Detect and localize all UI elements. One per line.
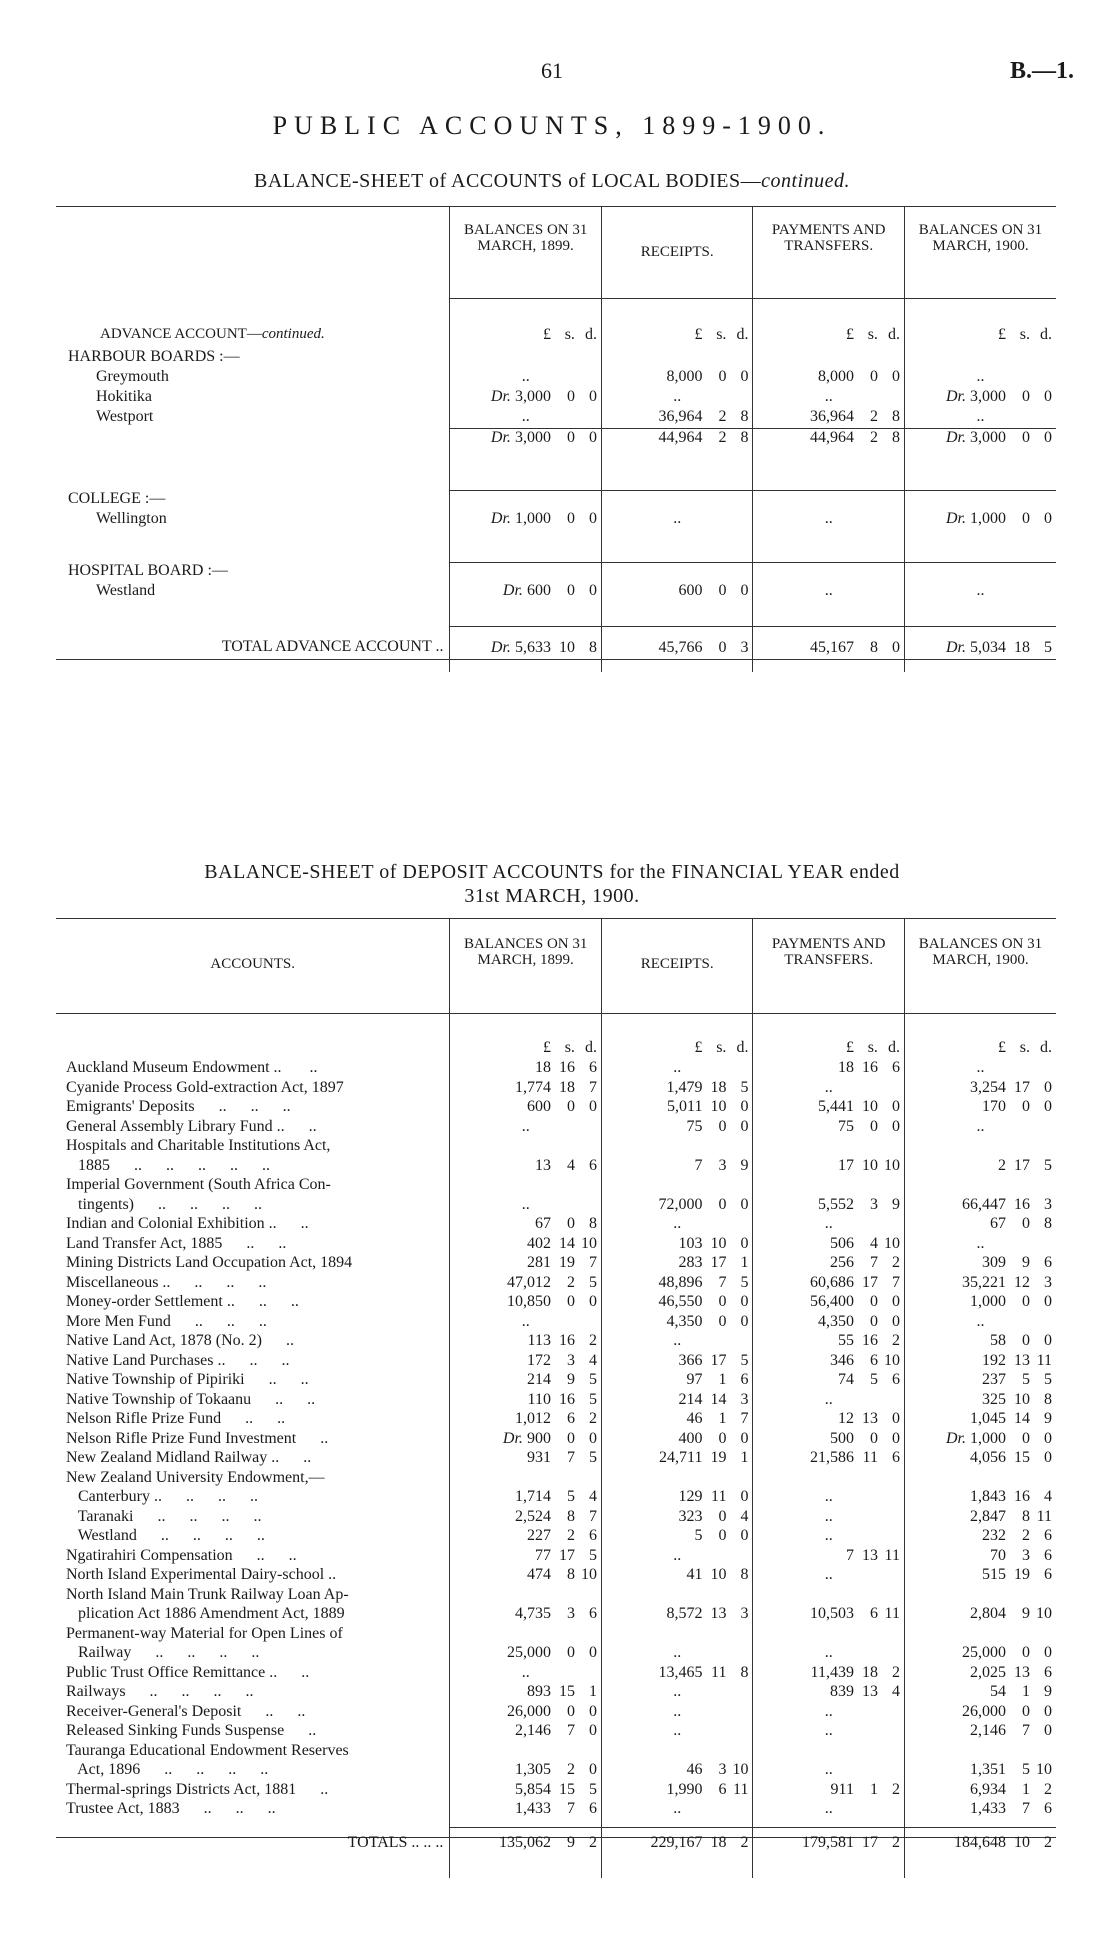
cell-payments: 12 13 0 bbox=[753, 1410, 905, 1430]
row-label: Hospitals and Charitable Institutions Act, bbox=[66, 1137, 331, 1154]
row-label: 1885 .. .. .. .. .. bbox=[66, 1156, 270, 1174]
advance-row-college: Wellington Dr. 1,000 0 0 .. .. Dr. 1,000 0 0 bbox=[56, 510, 1056, 532]
row-label: Native Land Act, 1878 (No. 2) .. bbox=[66, 1332, 294, 1349]
deposit-col-b1899-header: BALANCES ON 31 MARCH, 1899. bbox=[450, 918, 602, 1013]
cell-b1899: Dr. 900 0 0 bbox=[450, 1430, 602, 1450]
cell-b1899: 402 14 10 bbox=[450, 1235, 602, 1255]
cell-b1899: .. bbox=[450, 1313, 602, 1333]
cell-payments bbox=[753, 1176, 905, 1196]
cell-receipts: 13,465 11 8 bbox=[601, 1664, 753, 1684]
row-label: Native Township of Pipiriki .. .. bbox=[66, 1371, 309, 1388]
cell-payments: 17 10 10 bbox=[753, 1157, 905, 1177]
cell-receipts: 1,990 6 11 bbox=[601, 1781, 753, 1801]
cell-b1900: .. bbox=[904, 1059, 1056, 1079]
table-row bbox=[56, 1625, 1056, 1645]
row-label: Receiver-General's Deposit .. .. bbox=[66, 1702, 306, 1720]
row-label: Mining Districts Land Occupation Act, 1894 bbox=[66, 1254, 353, 1271]
cell-receipts: 8,572 13 3 bbox=[601, 1605, 753, 1625]
cell-b1899: 893 15 1 bbox=[450, 1683, 602, 1703]
cell-b1900: .. bbox=[904, 1118, 1056, 1138]
cell-payments: .. bbox=[753, 1215, 905, 1235]
cell-b1899: 172 3 4 bbox=[450, 1352, 602, 1372]
harbour-subtotal-b1900: Dr. 3,000 0 0 bbox=[904, 428, 1056, 458]
advance-subtitle-italic: continued. bbox=[761, 170, 850, 192]
cell-receipts bbox=[601, 1586, 753, 1606]
cell-receipts: 214 14 3 bbox=[601, 1391, 753, 1411]
cell-payments: 55 16 2 bbox=[753, 1332, 905, 1352]
page-title: PUBLIC ACCOUNTS, 1899-1900. bbox=[272, 111, 832, 140]
table-row bbox=[56, 1059, 1056, 1079]
row-label: Nelson Rifle Prize Fund .. .. bbox=[66, 1410, 286, 1427]
cell-b1899: 10,850 0 0 bbox=[450, 1293, 602, 1313]
cell-b1900: 192 13 11 bbox=[904, 1352, 1056, 1372]
deposit-col-b1900-header: BALANCES ON 31 MARCH, 1900. bbox=[904, 918, 1056, 1013]
cell-receipts: 41 10 8 bbox=[601, 1566, 753, 1586]
cell-payments: 18 16 6 bbox=[753, 1059, 905, 1079]
cell-receipts: .. bbox=[601, 1722, 753, 1742]
row-label: General Assembly Library Fund .. .. bbox=[66, 1117, 317, 1135]
cell-b1899: 1,433 7 6 bbox=[450, 1800, 602, 1820]
table-row bbox=[56, 1371, 1056, 1391]
cell-payments: .. bbox=[753, 1488, 905, 1508]
cell-b1899: .. bbox=[450, 1664, 602, 1684]
cell-b1900 bbox=[904, 1137, 1056, 1157]
unit-header: £ s. d. bbox=[753, 326, 905, 348]
table-row bbox=[56, 1118, 1056, 1138]
advance-col-receipts-header: RECEIPTS. bbox=[601, 206, 753, 298]
table-row bbox=[56, 1761, 1056, 1781]
cell-b1899: 281 19 7 bbox=[450, 1254, 602, 1274]
cell-b1900: .. bbox=[904, 368, 1056, 388]
harbour-subtotal-payments: 44,964 2 8 bbox=[753, 428, 905, 458]
advance-section-label: ADVANCE ACCOUNT—continued. bbox=[100, 326, 325, 342]
advance-table bbox=[56, 206, 1056, 672]
cell-b1899: Dr. 3,000 0 0 bbox=[450, 388, 602, 408]
cell-receipts: 46,550 0 0 bbox=[601, 1293, 753, 1313]
row-label: plication Act 1886 Amendment Act, 1889 bbox=[66, 1605, 345, 1622]
table-row bbox=[56, 1196, 1056, 1216]
row-label: Westland .. .. .. .. bbox=[66, 1527, 265, 1544]
table-row bbox=[56, 1488, 1056, 1508]
cell-receipts: 323 0 4 bbox=[601, 1508, 753, 1528]
row-label: North Island Experimental Dairy-school .. bbox=[66, 1566, 337, 1583]
cell-receipts: .. bbox=[601, 1644, 753, 1664]
cell-receipts: 75 0 0 bbox=[601, 1118, 753, 1138]
cell-payments: 75 0 0 bbox=[753, 1118, 905, 1138]
table-row bbox=[56, 1469, 1056, 1489]
cell-payments: 5,441 10 0 bbox=[753, 1098, 905, 1118]
table-row bbox=[56, 1215, 1056, 1235]
unit-header: £ s. d. bbox=[753, 1039, 905, 1059]
cell-payments: .. bbox=[753, 1800, 905, 1820]
table-row bbox=[56, 408, 1056, 428]
cell-payments: 56,400 0 0 bbox=[753, 1293, 905, 1313]
cell-receipts: .. bbox=[601, 1547, 753, 1567]
table-row bbox=[56, 1176, 1056, 1196]
cell-receipts: 4,350 0 0 bbox=[601, 1313, 753, 1333]
cell-b1900: 325 10 8 bbox=[904, 1391, 1056, 1411]
cell-b1900: 58 0 0 bbox=[904, 1332, 1056, 1352]
deposit-col-receipts-header: RECEIPTS. bbox=[601, 918, 753, 1013]
cell-b1900: 1,045 14 9 bbox=[904, 1410, 1056, 1430]
table-row bbox=[56, 1781, 1056, 1801]
table-row bbox=[56, 368, 1056, 388]
row-label: Miscellaneous .. .. .. .. bbox=[66, 1273, 267, 1291]
advance-accounts-header bbox=[56, 206, 450, 298]
table-row bbox=[56, 1391, 1056, 1411]
cell-b1900: 515 19 6 bbox=[904, 1566, 1056, 1586]
table-row bbox=[56, 1254, 1056, 1274]
unit-header: £ s. d. bbox=[450, 1039, 602, 1059]
cell-b1899: .. bbox=[450, 408, 602, 428]
table-row bbox=[56, 1098, 1056, 1118]
cell-payments: 10,503 6 11 bbox=[753, 1605, 905, 1625]
row-label: Act, 1896 .. .. .. .. bbox=[66, 1761, 269, 1778]
cell-b1900 bbox=[904, 1176, 1056, 1196]
cell-b1900: 2,804 9 10 bbox=[904, 1605, 1056, 1625]
row-label: Thermal-springs Districts Act, 1881 .. bbox=[66, 1780, 329, 1798]
row-label: Trustee Act, 1883 .. .. .. bbox=[66, 1800, 276, 1817]
cell-b1900: 2,847 8 11 bbox=[904, 1508, 1056, 1528]
deposit-col-payments-header: PAYMENTS AND TRANSFERS. bbox=[753, 918, 905, 1013]
cell-receipts: 400 0 0 bbox=[601, 1430, 753, 1450]
cell-b1900: 3,254 17 0 bbox=[904, 1079, 1056, 1099]
row-label: Nelson Rifle Prize Fund Investment .. bbox=[66, 1429, 329, 1447]
cell-receipts: .. bbox=[601, 1703, 753, 1723]
cell-b1899: 13 4 6 bbox=[450, 1157, 602, 1177]
row-label: Railway .. .. .. .. bbox=[66, 1644, 260, 1661]
cell-receipts: .. bbox=[601, 1683, 753, 1703]
cell-b1899: 1,774 18 7 bbox=[450, 1079, 602, 1099]
cell-b1899: 110 16 5 bbox=[450, 1391, 602, 1411]
cell-receipts: 24,711 19 1 bbox=[601, 1449, 753, 1469]
cell-payments: .. bbox=[753, 1722, 905, 1742]
row-label: Auckland Museum Endowment .. .. bbox=[66, 1059, 318, 1076]
row-label: Cyanide Process Gold-extraction Act, 1897 bbox=[66, 1078, 344, 1096]
cell-b1899: 1,012 6 2 bbox=[450, 1410, 602, 1430]
row-label: New Zealand University Endowment,— bbox=[66, 1468, 325, 1486]
cell-b1899: .. bbox=[450, 368, 602, 388]
table-row bbox=[56, 1410, 1056, 1430]
table-row bbox=[56, 1137, 1056, 1157]
cell-b1899: .. bbox=[450, 1118, 602, 1138]
cell-receipts: .. bbox=[601, 388, 753, 408]
cell-receipts: .. bbox=[601, 1332, 753, 1352]
unit-header: £ s. d. bbox=[904, 1039, 1056, 1059]
cell-b1899 bbox=[450, 1625, 602, 1645]
cell-b1900: 70 3 6 bbox=[904, 1547, 1056, 1567]
unit-header: £ s. d. bbox=[601, 1039, 753, 1059]
cell-b1900: Dr. 3,000 0 0 bbox=[904, 388, 1056, 408]
cell-b1900: 232 2 6 bbox=[904, 1527, 1056, 1547]
cell-b1900: .. bbox=[904, 1313, 1056, 1333]
cell-b1899: 26,000 0 0 bbox=[450, 1703, 602, 1723]
table-row bbox=[56, 1644, 1056, 1664]
page-number: 61 bbox=[541, 58, 563, 83]
table-row bbox=[56, 1722, 1056, 1742]
cell-b1900: 2,025 13 6 bbox=[904, 1664, 1056, 1684]
table-row bbox=[56, 1800, 1056, 1820]
row-label: tingents) .. .. .. .. bbox=[66, 1195, 262, 1213]
row-label: Ngatirahiri Compensation .. .. bbox=[66, 1546, 297, 1564]
cell-receipts: .. bbox=[601, 1059, 753, 1079]
cell-receipts: 1,479 18 5 bbox=[601, 1079, 753, 1099]
cell-b1899: 4,735 3 6 bbox=[450, 1605, 602, 1625]
row-label: Greymouth bbox=[96, 368, 169, 385]
cell-payments: 256 7 2 bbox=[753, 1254, 905, 1274]
table-row bbox=[56, 1664, 1056, 1684]
cell-payments: .. bbox=[753, 1391, 905, 1411]
cell-b1899: 474 8 10 bbox=[450, 1566, 602, 1586]
page-reference: B.—1. bbox=[1009, 58, 1074, 84]
table-row bbox=[56, 1352, 1056, 1372]
row-label: New Zealand Midland Railway .. .. bbox=[66, 1449, 312, 1466]
cell-b1899 bbox=[450, 1586, 602, 1606]
cell-payments: 11,439 18 2 bbox=[753, 1664, 905, 1684]
cell-b1900: 4,056 15 0 bbox=[904, 1449, 1056, 1469]
table-row bbox=[56, 1683, 1056, 1703]
unit-header: £ s. d. bbox=[904, 326, 1056, 348]
row-label: Tauranga Educational Endowment Reserves bbox=[66, 1741, 349, 1759]
cell-b1899: 2,146 7 0 bbox=[450, 1722, 602, 1742]
cell-b1900: .. bbox=[904, 1235, 1056, 1255]
cell-payments: .. bbox=[753, 1644, 905, 1664]
cell-b1900: 309 9 6 bbox=[904, 1254, 1056, 1274]
cell-b1900: 170 0 0 bbox=[904, 1098, 1056, 1118]
cell-b1900: 237 5 5 bbox=[904, 1371, 1056, 1391]
table-row bbox=[56, 1274, 1056, 1294]
row-label: Canterbury .. .. .. .. bbox=[66, 1488, 258, 1505]
unit-header: £ s. d. bbox=[450, 326, 602, 348]
cell-payments: 5,552 3 9 bbox=[753, 1196, 905, 1216]
cell-payments: .. bbox=[753, 388, 905, 408]
cell-b1899: 113 16 2 bbox=[450, 1332, 602, 1352]
deposit-accounts-header: ACCOUNTS. bbox=[210, 956, 296, 972]
cell-b1899 bbox=[450, 1469, 602, 1489]
cell-payments: .. bbox=[753, 1566, 905, 1586]
cell-receipts: 366 17 5 bbox=[601, 1352, 753, 1372]
cell-receipts bbox=[601, 1176, 753, 1196]
cell-receipts: .. bbox=[601, 1800, 753, 1820]
row-label: Railways .. .. .. .. bbox=[66, 1683, 254, 1700]
cell-receipts: 8,000 0 0 bbox=[601, 368, 753, 388]
table-row bbox=[56, 1547, 1056, 1567]
deposit-subtitle bbox=[0, 860, 1104, 908]
table-row bbox=[56, 1703, 1056, 1723]
cell-payments bbox=[753, 1137, 905, 1157]
cell-b1900: 1,351 5 10 bbox=[904, 1761, 1056, 1781]
advance-total-row: TOTAL ADVANCE ACCOUNT .. Dr. 5,633 10 8 45,766 0 3 45,167 8 0 Dr. 5,034 18 5 bbox=[56, 626, 1056, 672]
table-row bbox=[56, 1332, 1056, 1352]
table-row bbox=[56, 1293, 1056, 1313]
cell-b1899: 931 7 5 bbox=[450, 1449, 602, 1469]
cell-receipts: 72,000 0 0 bbox=[601, 1196, 753, 1216]
row-label: Land Transfer Act, 1885 .. .. bbox=[66, 1234, 287, 1252]
advance-subtitle bbox=[0, 170, 1104, 193]
table-row bbox=[56, 1566, 1056, 1586]
cell-payments: 506 4 10 bbox=[753, 1235, 905, 1255]
cell-payments: 4,350 0 0 bbox=[753, 1313, 905, 1333]
cell-payments: 346 6 10 bbox=[753, 1352, 905, 1372]
cell-receipts: 5,011 10 0 bbox=[601, 1098, 753, 1118]
cell-b1900: 2 17 5 bbox=[904, 1157, 1056, 1177]
unit-header: £ s. d. bbox=[601, 326, 753, 348]
cell-receipts: 48,896 7 5 bbox=[601, 1274, 753, 1294]
cell-b1900: 1,433 7 6 bbox=[904, 1800, 1056, 1820]
cell-b1900: 54 1 9 bbox=[904, 1683, 1056, 1703]
cell-payments: 8,000 0 0 bbox=[753, 368, 905, 388]
cell-payments: 60,686 17 7 bbox=[753, 1274, 905, 1294]
cell-receipts: 129 11 0 bbox=[601, 1488, 753, 1508]
cell-receipts: 7 3 9 bbox=[601, 1157, 753, 1177]
row-label: More Men Fund .. .. .. bbox=[66, 1312, 267, 1330]
row-label: Taranaki .. .. .. .. bbox=[66, 1507, 262, 1525]
cell-b1900: 6,934 1 2 bbox=[904, 1781, 1056, 1801]
advance-row-hospital: Westland Dr. 600 0 0 600 0 0 .. .. bbox=[56, 582, 1056, 604]
cell-b1899: 5,854 15 5 bbox=[450, 1781, 602, 1801]
table-row bbox=[56, 1430, 1056, 1450]
cell-b1900: 25,000 0 0 bbox=[904, 1644, 1056, 1664]
table-row bbox=[56, 1586, 1056, 1606]
advance-subtitle-main: BALANCE-SHEET of ACCOUNTS of LOCAL BODIES— bbox=[254, 170, 762, 192]
cell-payments bbox=[753, 1469, 905, 1489]
cell-b1900: 1,843 16 4 bbox=[904, 1488, 1056, 1508]
table-row bbox=[56, 1313, 1056, 1333]
cell-b1899 bbox=[450, 1176, 602, 1196]
harbour-subtotal-receipts: 44,964 2 8 bbox=[601, 428, 753, 458]
cell-b1899: 67 0 8 bbox=[450, 1215, 602, 1235]
cell-payments: .. bbox=[753, 1508, 905, 1528]
row-label: Indian and Colonial Exhibition .. .. bbox=[66, 1215, 309, 1232]
cell-b1899: 25,000 0 0 bbox=[450, 1644, 602, 1664]
cell-b1899: 1,714 5 4 bbox=[450, 1488, 602, 1508]
cell-receipts bbox=[601, 1742, 753, 1762]
row-label: Permanent-way Material for Open Lines of bbox=[66, 1624, 343, 1642]
cell-payments: 74 5 6 bbox=[753, 1371, 905, 1391]
cell-b1899: 600 0 0 bbox=[450, 1098, 602, 1118]
cell-b1900 bbox=[904, 1742, 1056, 1762]
cell-b1899: 18 16 6 bbox=[450, 1059, 602, 1079]
cell-b1899 bbox=[450, 1742, 602, 1762]
table-row bbox=[56, 388, 1056, 408]
cell-payments: 7 13 11 bbox=[753, 1547, 905, 1567]
cell-b1900 bbox=[904, 1469, 1056, 1489]
table-row bbox=[56, 1449, 1056, 1469]
cell-payments: .. bbox=[753, 1079, 905, 1099]
deposit-totals-row: TOTALS .. .. .. 135,062 9 2 229,167 18 2 179,581 17 2 184,648 10 2 bbox=[56, 1828, 1056, 1860]
cell-receipts bbox=[601, 1137, 753, 1157]
cell-b1900: .. bbox=[904, 408, 1056, 428]
cell-receipts: 46 1 7 bbox=[601, 1410, 753, 1430]
harbour-boards-label: HARBOUR BOARDS :— bbox=[68, 348, 240, 365]
deposit-table bbox=[56, 918, 1056, 1878]
row-label: Money-order Settlement .. .. .. bbox=[66, 1293, 299, 1310]
cell-b1900 bbox=[904, 1625, 1056, 1645]
cell-payments bbox=[753, 1625, 905, 1645]
cell-receipts: .. bbox=[601, 1215, 753, 1235]
cell-payments: .. bbox=[753, 1527, 905, 1547]
row-label: Released Sinking Funds Suspense .. bbox=[66, 1722, 317, 1739]
hospital-board-label: HOSPITAL BOARD :— bbox=[68, 562, 228, 579]
deposit-subtitle-line2: 31st MARCH, 1900. bbox=[464, 885, 640, 907]
cell-payments: 21,586 11 6 bbox=[753, 1449, 905, 1469]
cell-b1900: 66,447 16 3 bbox=[904, 1196, 1056, 1216]
cell-receipts: 36,964 2 8 bbox=[601, 408, 753, 428]
cell-b1899: 47,012 2 5 bbox=[450, 1274, 602, 1294]
table-row bbox=[56, 1157, 1056, 1177]
deposit-subtitle-line1: BALANCE-SHEET of DEPOSIT ACCOUNTS for the FINANCIAL YEAR ended bbox=[204, 861, 900, 883]
row-label: Emigrants' Deposits .. .. .. bbox=[66, 1098, 291, 1115]
advance-col-payments-header: PAYMENTS AND TRANSFERS. bbox=[753, 206, 905, 298]
harbour-subtotal-b1899: Dr. 3,000 0 0 bbox=[450, 428, 602, 458]
cell-payments bbox=[753, 1742, 905, 1762]
cell-payments: .. bbox=[753, 1761, 905, 1781]
advance-col-b1900-header: BALANCES ON 31 MARCH, 1900. bbox=[904, 206, 1056, 298]
table-row bbox=[56, 1235, 1056, 1255]
cell-b1899: 214 9 5 bbox=[450, 1371, 602, 1391]
table-row bbox=[56, 1079, 1056, 1099]
row-label: Imperial Government (South Africa Con- bbox=[66, 1176, 331, 1193]
table-row bbox=[56, 1605, 1056, 1625]
cell-b1899: 227 2 6 bbox=[450, 1527, 602, 1547]
cell-payments: .. bbox=[753, 1703, 905, 1723]
cell-b1899 bbox=[450, 1137, 602, 1157]
cell-payments bbox=[753, 1586, 905, 1606]
cell-b1900 bbox=[904, 1586, 1056, 1606]
row-label: Native Land Purchases .. .. .. bbox=[66, 1351, 290, 1369]
cell-payments: 839 13 4 bbox=[753, 1683, 905, 1703]
table-row bbox=[56, 1508, 1056, 1528]
row-label: Public Trust Office Remittance .. .. bbox=[66, 1663, 310, 1681]
row-label: North Island Main Trunk Railway Loan Ap- bbox=[66, 1585, 349, 1603]
cell-b1900: Dr. 1,000 0 0 bbox=[904, 1430, 1056, 1450]
cell-receipts: 97 1 6 bbox=[601, 1371, 753, 1391]
cell-b1900: 2,146 7 0 bbox=[904, 1722, 1056, 1742]
table-row bbox=[56, 1527, 1056, 1547]
row-label: Westport bbox=[96, 408, 154, 425]
cell-b1900: 35,221 12 3 bbox=[904, 1274, 1056, 1294]
cell-b1900: 26,000 0 0 bbox=[904, 1703, 1056, 1723]
cell-b1899: 77 17 5 bbox=[450, 1547, 602, 1567]
cell-receipts: 103 10 0 bbox=[601, 1235, 753, 1255]
table-row bbox=[56, 1742, 1056, 1762]
cell-payments: 911 1 2 bbox=[753, 1781, 905, 1801]
cell-receipts bbox=[601, 1469, 753, 1489]
row-label: Hokitika bbox=[96, 388, 152, 405]
cell-b1899: 1,305 2 0 bbox=[450, 1761, 602, 1781]
cell-payments: 500 0 0 bbox=[753, 1430, 905, 1450]
cell-b1899: 2,524 8 7 bbox=[450, 1508, 602, 1528]
cell-receipts: 46 3 10 bbox=[601, 1761, 753, 1781]
cell-b1900: 67 0 8 bbox=[904, 1215, 1056, 1235]
advance-col-b1899-header: BALANCES ON 31 MARCH, 1899. bbox=[450, 206, 602, 298]
college-label: COLLEGE :— bbox=[68, 490, 166, 507]
row-label: Native Township of Tokaanu .. .. bbox=[66, 1390, 316, 1408]
cell-b1899: .. bbox=[450, 1196, 602, 1216]
cell-payments: 36,964 2 8 bbox=[753, 408, 905, 428]
cell-receipts: 283 17 1 bbox=[601, 1254, 753, 1274]
cell-receipts bbox=[601, 1625, 753, 1645]
cell-b1900: 1,000 0 0 bbox=[904, 1293, 1056, 1313]
cell-receipts: 5 0 0 bbox=[601, 1527, 753, 1547]
